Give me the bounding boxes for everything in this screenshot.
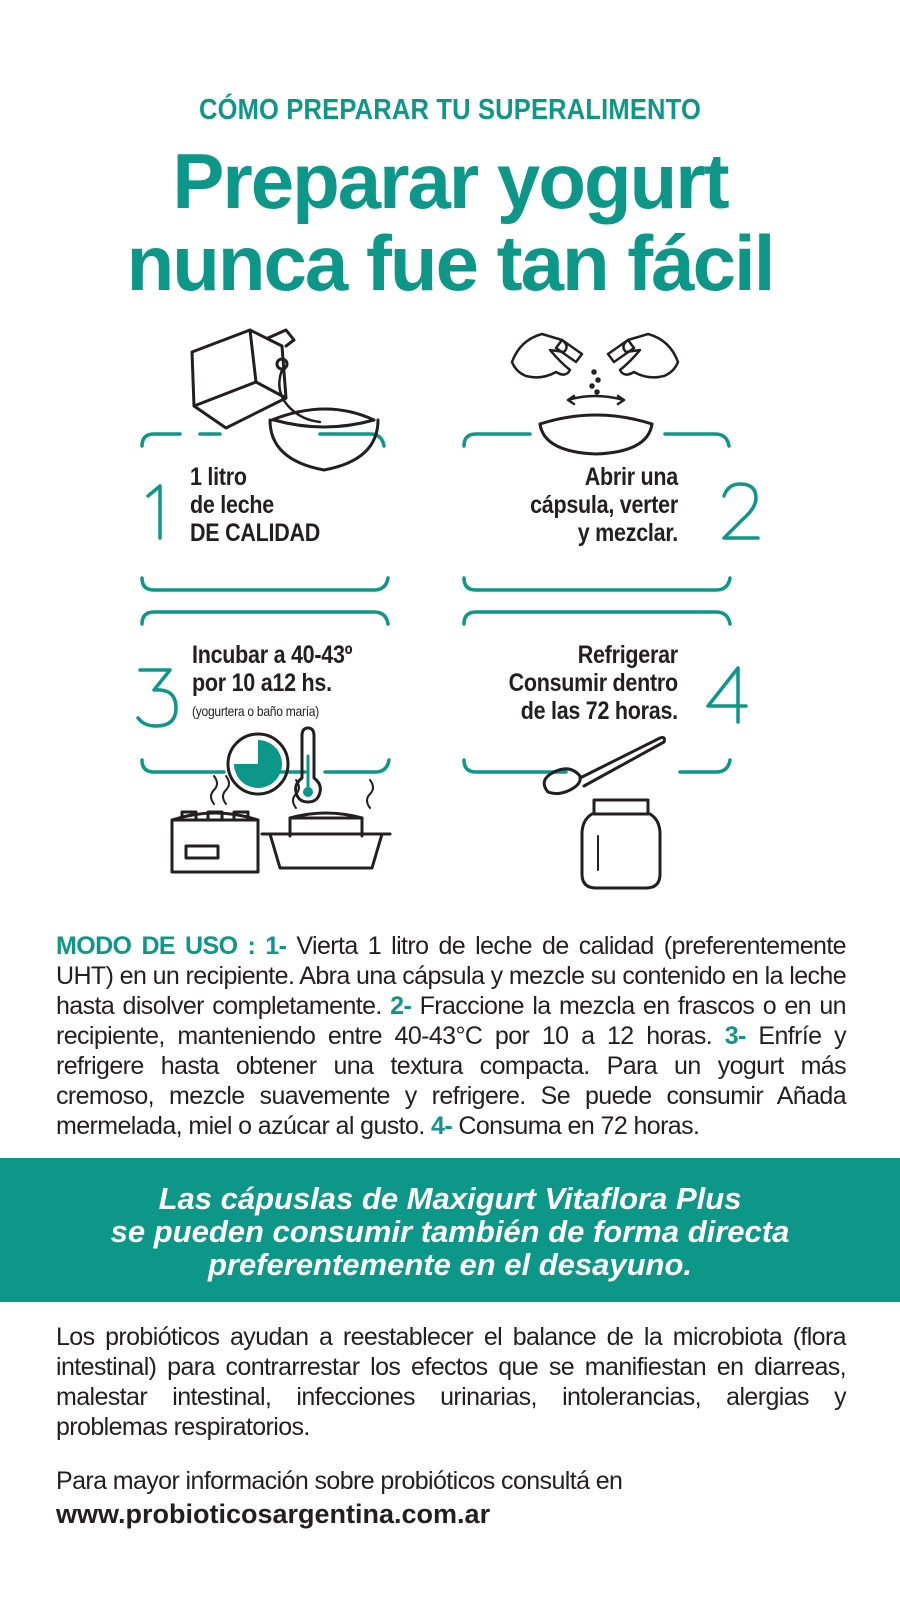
probiotics-info: Los probióticos ayudan a reestablecer el balance de la microbiota (flora intestinal) para contrarrestar los efectos que se manifiestan en diarreas, malestar intestinal, infecciones urinarias, intolerancias, alergias y problemas respiratorios.	[56, 1323, 846, 1441]
step-4-text: Refrigerar Consumir dentro de las 72 horas.	[508, 641, 678, 725]
website-link[interactable]: www.probioticosargentina.com.ar	[56, 1499, 491, 1529]
hands-capsule-icon	[512, 334, 678, 394]
more-info	[56, 1465, 846, 1531]
headline-line-2: nunca fue tan fácil	[126, 219, 774, 307]
step-number-3-icon	[138, 670, 176, 726]
section-kicker: CÓMO PREPARAR TU SUPERALIMENTO	[198, 94, 701, 126]
step-1-text: 1 litro de leche DE CALIDAD	[190, 463, 321, 547]
bowl-icon	[270, 409, 378, 470]
highlight-band	[0, 1158, 900, 1302]
step-2-text: Abrir una cápsula, verter y mezclar.	[530, 463, 678, 547]
more-info-text: Para mayor información sobre probióticos consultá en	[56, 1467, 623, 1495]
spoon-icon	[544, 738, 664, 794]
step-number-4-icon	[708, 668, 746, 722]
step-number-2-icon	[724, 484, 758, 538]
usage-instructions: MODO DE USO : 1- Vierta 1 litro de leche de calidad (preferentemente UHT) en un recipiente. Abra una cápsula y mezcle su contenido en la leche hasta disolver completamente. 2- Fraccione la mezcla en frascos o en un recipiente, manteniendo entre 40-43°C por 10 a 12 horas. 3- Enfríe y refrigere hasta obtener una textura compacta. Para un yogurt más cremoso, mezcle suavemente y refrigere. Se puede consumir Añada mermelada, miel o azúcar al gusto. 4- Consuma en 72 horas.	[56, 932, 847, 1140]
bain-marie-icon	[262, 780, 390, 868]
milk-carton-icon	[192, 330, 320, 428]
step-number-1-icon	[148, 486, 160, 538]
step-3-text: Incubar a 40-43º por 10 a12 hs. (yogurtera o baño maría)	[192, 641, 353, 719]
highlight-text: Las cápuslas de Maxigurt Vitaflora Plus se pueden consumir también de forma directa preferentemente en el desayuno.	[110, 1181, 790, 1282]
mixing-bowl-icon	[540, 396, 652, 454]
timer-icon	[228, 734, 288, 794]
headline-line-1: Preparar yogurt	[172, 137, 728, 225]
jar-icon	[582, 800, 660, 888]
